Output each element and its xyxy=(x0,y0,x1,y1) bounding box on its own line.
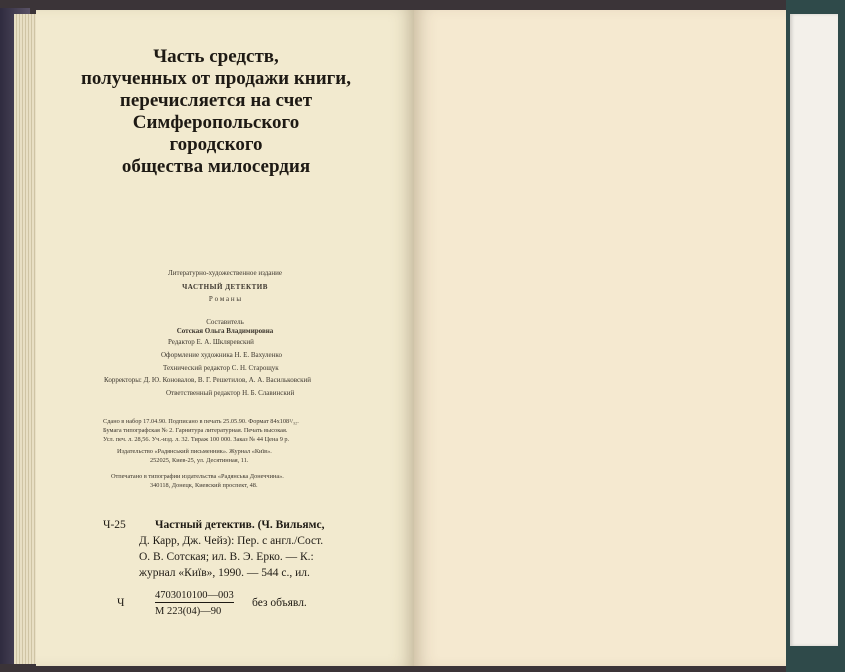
publisher-line: Издательство «Радянський письменник». Журнал «Київ». xyxy=(117,448,272,455)
notice-line: Часть средств, xyxy=(153,46,279,67)
publisher-address: 252025, Киев-25, ул. Десятинная, 11. xyxy=(150,457,249,464)
notice-line: перечисляется на счет xyxy=(119,90,313,111)
edition-type: Литературно-художественное издание xyxy=(168,269,282,277)
notice-line: общества милосердия xyxy=(121,156,311,177)
class-numerator: 4703010100—003 xyxy=(155,590,234,601)
class-denominator: М 223(04)—90 xyxy=(155,606,222,617)
print-details-line: Усл. печ. л. 28,56. Уч.-изд. л. 32. Тираж 100 000. Заказ № 44 Цена 9 р. xyxy=(103,436,290,443)
notice-line: полученных от продажи книги, xyxy=(80,68,352,89)
printer-address: 340118, Донецк, Киевский проспект, 48. xyxy=(150,482,258,489)
proofreaders-credit: Корректоры: Д. Ю. Коновалов, В. Г. Решетилов, А. А. Васильковский xyxy=(104,376,311,384)
bib-line: Частный детектив. (Ч. Вильямс, xyxy=(155,519,325,531)
class-letter: Ч xyxy=(117,597,125,609)
bib-line: О. В. Сотская; ил. В. Э. Ерко. — К.: xyxy=(139,551,314,563)
printer-line: Отпечатано в типографии издательства «Радянська Донеччина». xyxy=(111,473,284,480)
class-note: без объявл. xyxy=(252,597,307,609)
back-endpaper xyxy=(790,14,838,646)
editor-credit: Редактор Е. А. Шкляревский xyxy=(168,338,254,346)
responsible-editor-credit: Ответственный редактор Н. Б. Славинский xyxy=(166,389,295,397)
compiler-label: Составитель xyxy=(206,318,244,326)
genre: Р о м а н ы xyxy=(208,295,242,303)
tech-editor-credit: Технический редактор С. Н. Старощук xyxy=(163,364,279,372)
charity-notice xyxy=(60,46,372,178)
bib-line: журнал «Київ», 1990. — 544 с., ил. xyxy=(139,567,310,579)
print-details-line: Бумага типографская № 2. Гарнитура литературная. Печать высокая. xyxy=(103,427,288,434)
notice-line: городского xyxy=(169,134,263,155)
print-details-line: Сдано в набор 17.04.90. Подписано в печать 25.05.90. Формат 84x108¹/₃₂. xyxy=(103,418,299,425)
compiler-name: Сотская Ольга Владимировна xyxy=(176,327,274,335)
right-page xyxy=(414,10,786,666)
bib-line: Д. Карр, Дж. Чейз): Пер. с англ./Сост. xyxy=(139,535,324,547)
notice-line: Симферопольского xyxy=(132,112,300,133)
bib-code: Ч-25 xyxy=(103,519,126,531)
artist-credit: Оформление художника Н. Е. Вахуленко xyxy=(161,351,282,359)
book-title: ЧАСТНЫЙ ДЕТЕКТИВ xyxy=(182,283,268,291)
